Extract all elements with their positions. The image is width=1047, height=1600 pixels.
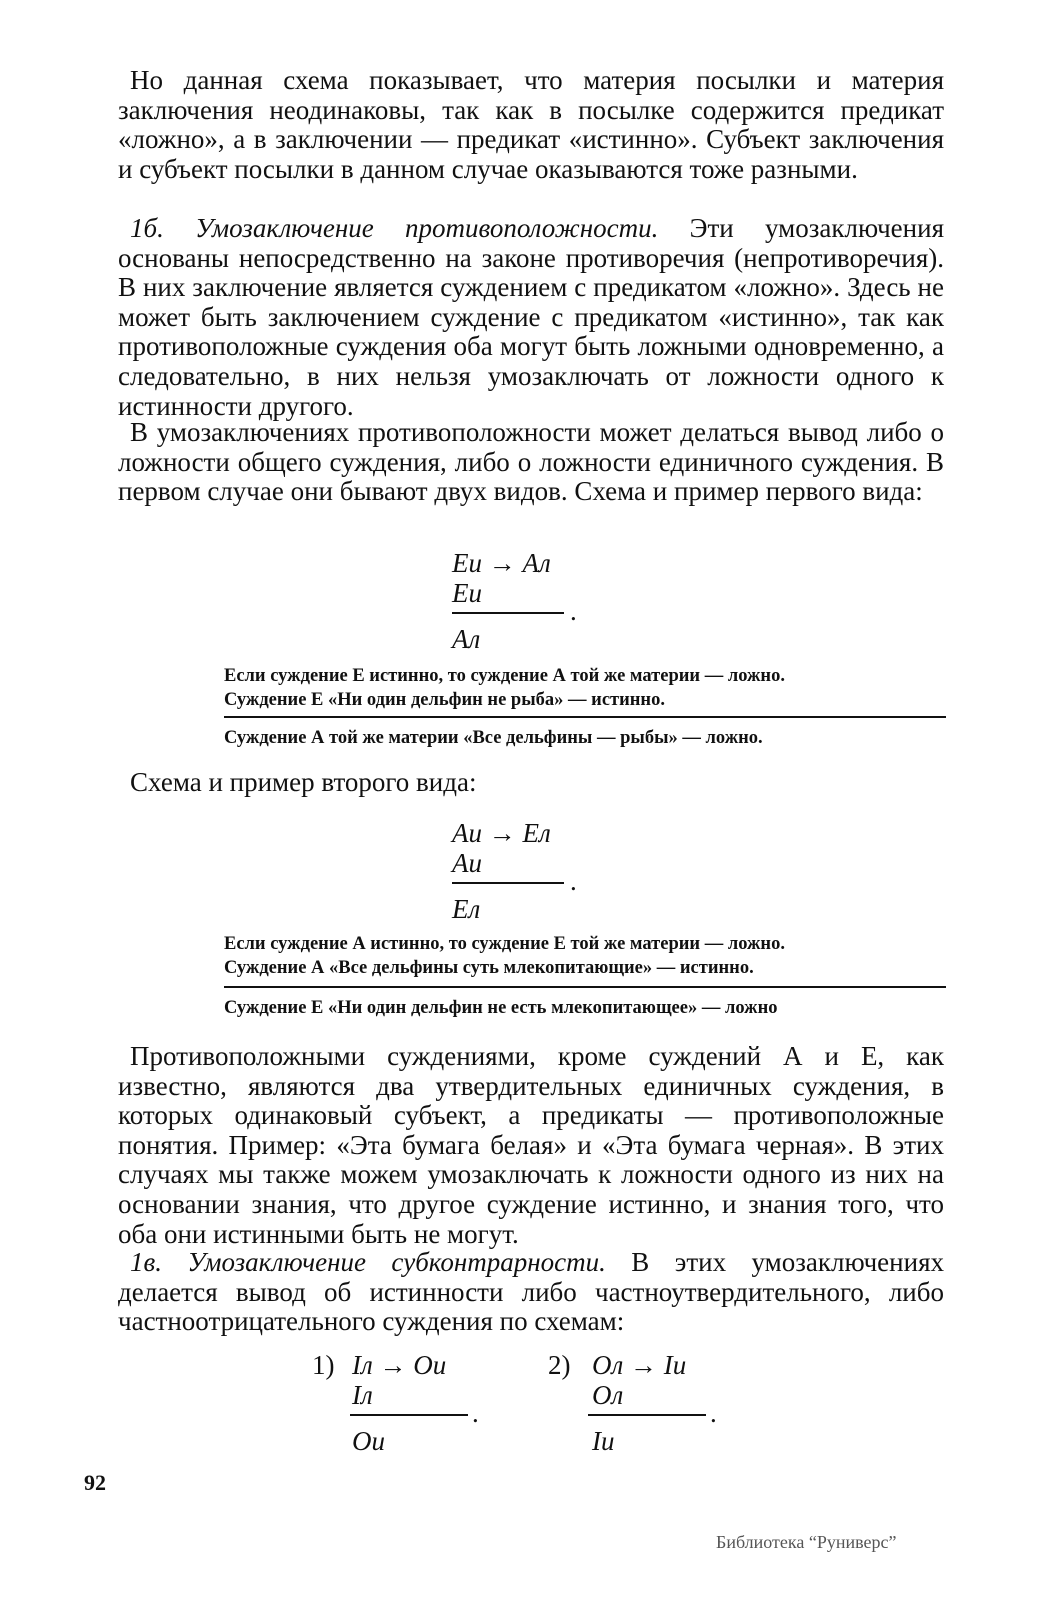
example-1 <box>224 664 946 754</box>
scheme-4-inference-line <box>588 1414 706 1416</box>
syllogism-scheme-2 <box>452 818 592 928</box>
scheme-3-dot: . <box>472 1398 479 1428</box>
scheme-4-conclusion: Iи <box>592 1426 615 1456</box>
scheme-3-number: 1) <box>312 1350 335 1380</box>
scheme-1-inference-line <box>452 612 564 614</box>
scheme-2-conclusion: Ел <box>452 894 481 924</box>
example-2-line-3: Суждение Е «Ни один дельфин не есть млекопитающее» — ложно <box>224 998 778 1018</box>
paragraph-2 <box>118 214 944 421</box>
example-1-line-2: Суждение Е «Ни один дельфин не рыба» — истинно. <box>224 690 665 710</box>
scheme-1-conclusion: Ал <box>452 624 481 654</box>
scheme-4-premise-1: Ол → Iи <box>592 1350 687 1380</box>
paragraph-5: Противоположными суждениями, кроме суждений А и Е, как известно, являются два утвердительных единичных суждения, в которых одинаковый субъект, а предикаты — противоположные понятия. Пример: «Эта бумага белая» и «Эта бумага черная». В этих случаях мы также можем умозаключать к ложности одного из них на основании знания, что другое суждение истинно, и знания того, что оба они истинными быть не могут. <box>118 1041 944 1249</box>
scheme-4-premise-2: Ол <box>592 1380 624 1410</box>
example-2-line-1: Если суждение А истинно, то суждение Е той же материи — ложно. <box>224 934 785 954</box>
paragraph-1: Но данная схема показывает, что материя посылки и материя заключения неодинаковы, так как в посылке содержится предикат «ложно», а в заключении — предикат «истинно». Субъект заключения и субъект посылки в данном случае оказываются тоже разными. <box>118 65 944 184</box>
example-2 <box>224 932 946 1022</box>
scheme-1-premise-1: Еи → Ал <box>452 548 551 578</box>
scheme-4-number: 2) <box>548 1350 571 1380</box>
section-heading-1v: 1в. Умозаключение субконтрарности. <box>130 1247 606 1277</box>
scheme-1-premise-2: Еи <box>452 578 482 608</box>
syllogism-scheme-4 <box>548 1350 728 1460</box>
paragraph-4: Схема и пример второго вида: <box>130 767 477 797</box>
library-footer: Библиотека “Руниверс” <box>716 1532 897 1552</box>
scheme-2-premise-1: Аи → Ел <box>452 818 551 848</box>
example-2-rule <box>224 986 946 988</box>
scheme-3-inference-line <box>350 1414 468 1416</box>
scheme-3-premise-2: Iл <box>352 1380 373 1410</box>
scheme-2-premise-2: Аи <box>452 848 482 878</box>
section-heading-1b: 1б. Умозаключение противоположности. <box>130 213 659 243</box>
example-1-line-3: Суждение А той же материи «Все дельфины — рыбы» — ложно. <box>224 728 763 748</box>
scheme-1-dot: . <box>570 596 577 626</box>
paragraph-6-text: В этих умозаключениях делается вывод об истинности либо частноутвердительного, либо частноотрицательного суждения по схемам: <box>118 1247 944 1337</box>
scheme-2-dot: . <box>570 866 577 896</box>
paragraph-6 <box>118 1248 944 1337</box>
paragraph-2-text: Эти умозаключения основаны непосредственно на законе противоречия (непротиворечия). В них заключение является суждением с предикатом «ложно». Здесь не может быть заключением суждение с предикатом «истинно», так как противоположные суждения оба могут быть ложными одновременно, а следовательно, в них нельзя умозаключать от ложности одного к истинности другого. <box>118 213 944 421</box>
page-number: 92 <box>84 1470 106 1495</box>
paragraph-3: В умозаключениях противоположности может делаться вывод либо о ложности общего суждения, либо о ложности единичного суждения. В первом случае они бывают двух видов. Схема и пример первого вида: <box>118 417 944 507</box>
syllogism-scheme-3 <box>312 1350 492 1460</box>
scheme-3-premise-1: Iл → Ои <box>352 1350 447 1380</box>
example-2-line-2: Суждение А «Все дельфины суть млекопитающие» — истинно. <box>224 958 754 978</box>
scheme-4-dot: . <box>710 1398 717 1428</box>
scheme-2-inference-line <box>452 882 564 884</box>
scheme-3-conclusion: Ои <box>352 1426 385 1456</box>
example-1-line-1: Если суждение Е истинно, то суждение А той же материи — ложно. <box>224 666 785 686</box>
example-1-rule <box>224 716 946 718</box>
syllogism-scheme-1 <box>452 548 592 658</box>
